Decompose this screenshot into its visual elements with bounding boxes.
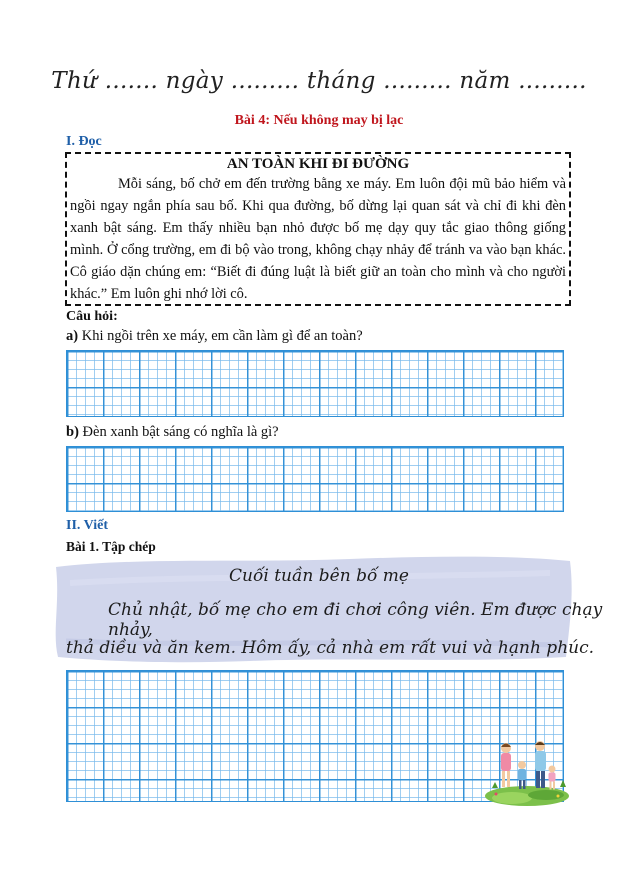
lesson-title: Bài 4: Nếu không may bị lạc — [234, 113, 404, 128]
reading-section-label: I. Đọc — [66, 134, 102, 149]
passage-body-text: Mỗi sáng, bố chở em đến trường bằng xe máy. Em luôn đội mũ bảo hiểm và ngồi ngay ngắn phía sau bố. Khi qua đường, bố dừng lại quan sát và chỉ đi khi đèn xanh bật sáng. Em thấy nhiều bạn nhỏ được bố mẹ dạy quy tắc giao thông giống mình. Ở cổng trường, em đi bộ vào trong, không chạy nhảy để tránh va vào bạn khác. Cô giáo dặn chúng em: “Biết đi đúng luật là biết giữ an toàn cho mình và cho người khác.” Em luôn ghi nhớ lời cô. — [70, 176, 566, 302]
answer-grid-b[interactable] — [66, 446, 564, 512]
question-b-label: b) — [66, 424, 79, 440]
copy-line-1: Chủ nhật, bố mẹ cho em đi chơi công viên. Em được chạy nhảy, — [108, 600, 603, 640]
family-illustration — [482, 738, 572, 808]
question-b-text: Đèn xanh bật sáng có nghĩa là gì? — [82, 424, 279, 440]
question-b — [66, 424, 279, 441]
question-a — [66, 328, 363, 345]
question-a-label: a) — [66, 328, 79, 344]
passage-title: AN TOÀN KHI ĐI ĐƯỜNG — [226, 156, 410, 172]
copy-line-2: thả diều và ăn kem. Hôm ấy, cả nhà em rất vui và hạnh phúc. — [66, 638, 595, 658]
questions-heading: Câu hỏi: — [66, 309, 118, 324]
date-line: Thứ ....... ngày ......... tháng ......... năm ......... — [51, 68, 587, 94]
reading-passage-box — [65, 152, 571, 306]
exercise-label: Bài 1. Tập chép — [66, 539, 156, 554]
question-a-text: Khi ngồi trên xe máy, em cần làm gì để an toàn? — [81, 328, 363, 344]
passage-text — [70, 173, 566, 305]
writing-section-label: II. Viết — [66, 518, 108, 533]
answer-grid-a[interactable] — [66, 350, 564, 417]
copy-title: Cuối tuần bên bố mẹ — [229, 566, 409, 586]
